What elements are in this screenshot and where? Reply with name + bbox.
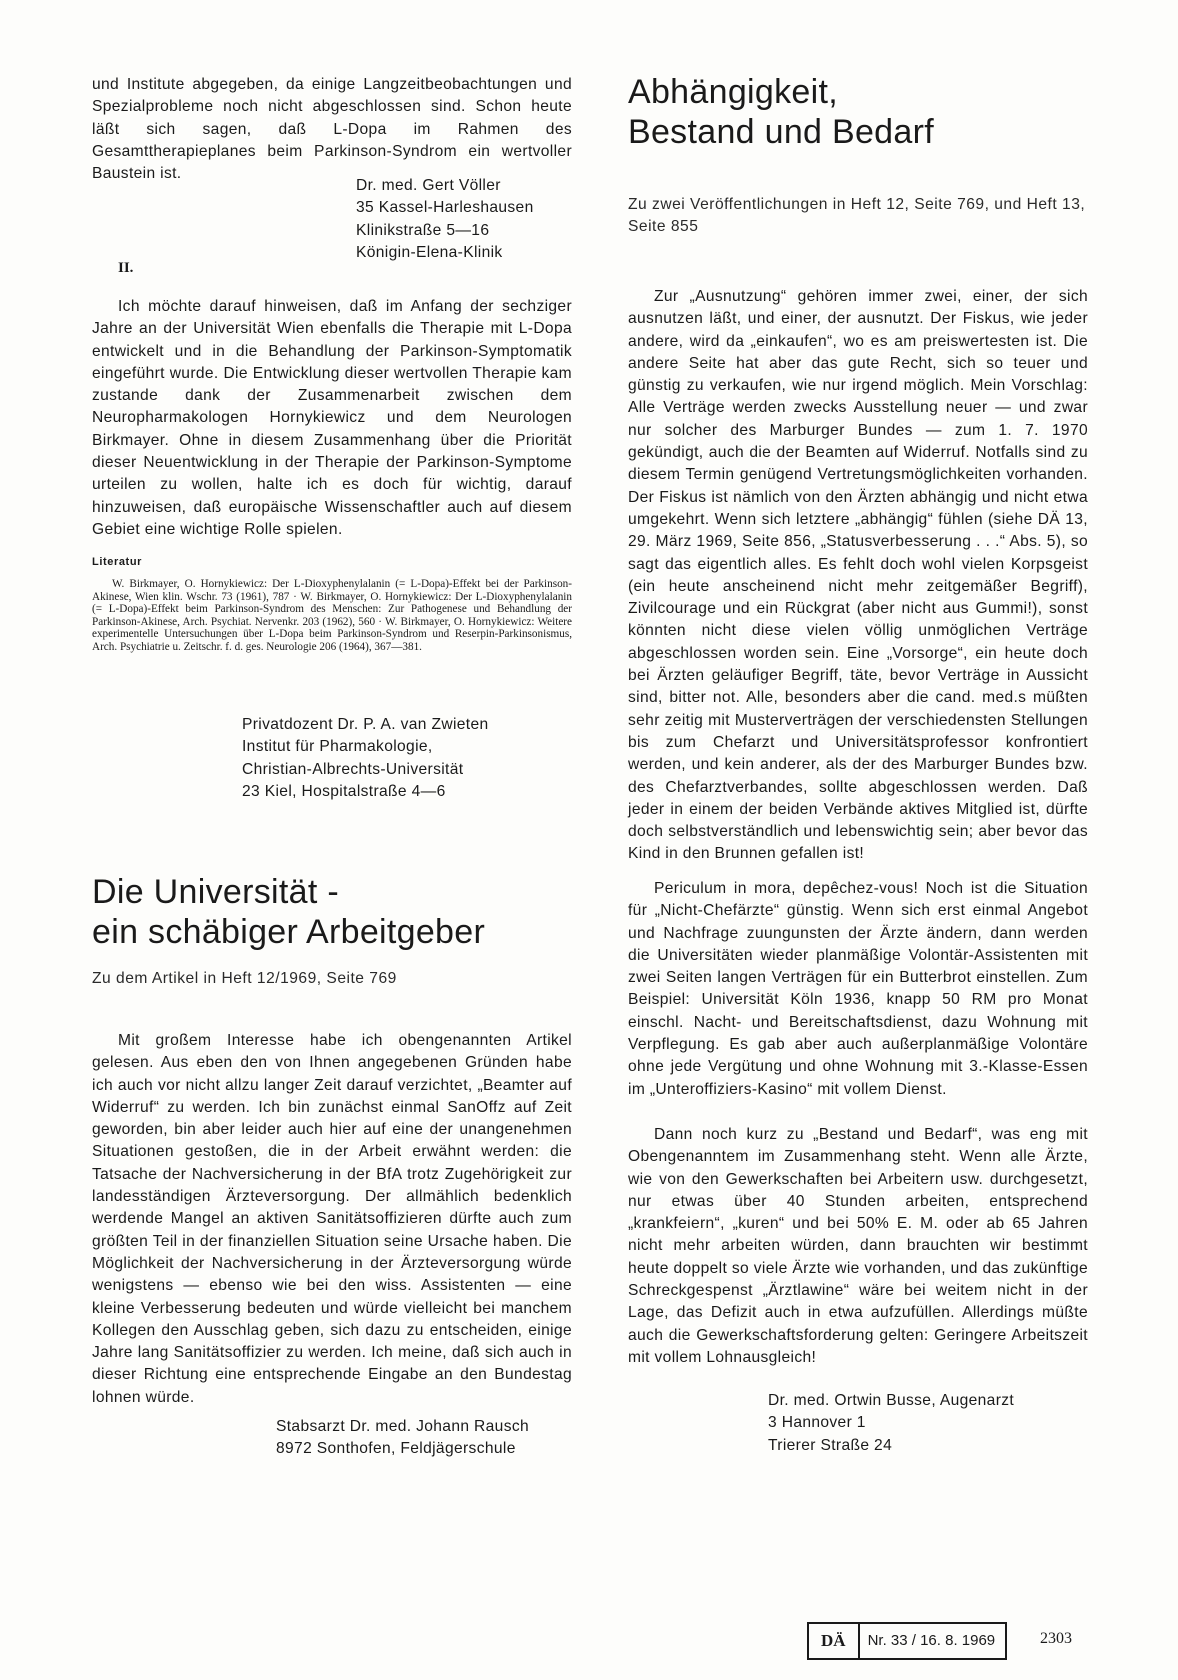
- issue-info: Nr. 33 / 16. 8. 1969: [860, 1624, 1008, 1658]
- section-mark: II.: [118, 260, 134, 276]
- signature-line: Stabsarzt Dr. med. Johann Rausch: [276, 1418, 530, 1435]
- article-title: [92, 872, 572, 952]
- signature-line: Privatdozent Dr. P. A. van Zwieten: [242, 716, 489, 733]
- article-abhaengigkeit: [628, 72, 1088, 238]
- letter-ii-text: Ich möchte darauf hinweisen, daß im Anfang der sechziger Jahre an der Universität Wien ebenfalls die Therapie mit L-Dopa entwickelt und in die Behandlung der Parkinson-Symptomatik eingeführt wurde. Die Entwicklung dieser wertvollen Therapie kam zustande dank der Zusammenarbeit zwischen dem Neuropharmakologen Hornykiewicz und dem Neurologen Birkmayer. Ohne in diesem Zusammenhang über die Priorität dieser Neuentwicklung in der Therapie der Parkinson-Symptome urteilen zu wollen, halte ich es doch für wichtig, darauf hinzuweisen, daß europäische Wissenschaftler auch auf diesem Gebiet eine wichtige Rolle spielen.: [92, 298, 572, 538]
- literature-block: [92, 556, 572, 654]
- signature-line: Dr. med. Gert Völler: [356, 177, 501, 194]
- article-title: [628, 72, 1088, 152]
- literature-heading: Literatur: [92, 556, 143, 568]
- signature-busse: [768, 1390, 1014, 1457]
- title-line: Abhängigkeit,: [628, 73, 838, 111]
- article-universitaet: [92, 872, 572, 1409]
- title-line: Die Universität -: [92, 873, 339, 911]
- signature-voeller: [356, 175, 534, 264]
- signature-line: 23 Kiel, Hospitalstraße 4—6: [242, 782, 446, 800]
- literature-text: W. Birkmayer, O. Hornykiewicz: Der L-Dioxyphenylalanin (= L-Dopa)-Effekt bei der Parkinson-Akinese, Wien klin. Wschr. 73 (1961), 787 · W. Birkmayer, O. Hornykiewicz: Der L-Dioxyphenylalanin (= L-Dopa)-Effekt beim Parkinson-Syndrom des Menschen: Zur Pathogenese und Behandlung der Parkinson-Akinese, Arch. Psychiat. Nervenkr. 203 (1962), 560 · W. Birkmayer, O. Hornykiewicz: Weitere experimentelle Untersuchungen über L-Dopa beim Parkinson-Syndrom und Reserpin-Parkinsonismus, Arch. Psychiatrie u. Zeitschr. f. d. ges. Neurologie 206 (1964), 367—381.: [92, 578, 572, 653]
- article-abhaengigkeit-body: [628, 286, 1088, 866]
- signature-line: Klinikstraße 5—16: [356, 221, 490, 239]
- article-abhaengigkeit-body-3: [628, 1124, 1088, 1369]
- page-number: 2303: [1040, 1630, 1072, 1647]
- paragraph-1: Zur „Ausnutzung“ gehören immer zwei, einer, der sich ausnutzen läßt, und einer, der ausnutzt. Der Fiskus, wie jeder andere, wird da „einkaufen“, wo es am preiswertesten ist. Die andere Seite hat aber das gute Recht, sich so teuer und günstig zu verkaufen, wie nur irgend möglich. Mein Vorschlag: Alle Verträge werden zwecks Ausstellung neuer — und zwar nur solcher des Marburger Bundes — zum 1. 7. 1970 gekündigt, auch die der Beamten auf Widerruf. Notfalls sind zu diesem Termin genügend Vertretungsmöglichkeiten vorhanden. Der Fiskus ist nämlich von den Ärzten abhängig und nicht etwa umgekehrt. Wenn sich letztere „abhängig“ fühlen (siehe DÄ 13, 29. März 1969, Seite 856, „Statusverbesserung . . .“ Abs. 5), so sagt das eigentlich alles. Es fehlt doch wohl vielen Korpsgeist (ein heute anscheinend nicht mehr zeitgemäßer Begriff), Zivilcourage und ein Rückgrat (aber nicht aus Gummi!), sonst könnten nicht diese vielen völlig unmöglichen Verträge abgeschlossen worden sein. Eine „Vorsorge“, ein heute doch bei Ärzten geläufiger Begriff, täte, bevor Verträge in Aussicht sind, bitter not. Alle, besonders aber die cand. med.s müßten sehr zeitig mit Musterverträgen der verschiedensten Stellungen bis zum Chefarzt und Universitätsprofessor konfrontiert werden, und kein anderer, als der des Marburger Bundes bzw. des Chefarztverbandes, sollte abgeschlossen werden. Daß jeder in einem der beiden Verbände aktives Mitglied ist, dürfte doch selbstverständlich und lebenswichtig sein; aber bevor das Kind in den Brunnen gefallen ist!: [628, 288, 1088, 863]
- signature-line: Trierer Straße 24: [768, 1436, 893, 1454]
- paragraph-3: Dann noch kurz zu „Bestand und Bedarf“, was eng mit Obengenanntem im Zusammenhang steht. Wenn alle Ärzte, wie von den Gewerkschaften bei Arbeitern usw. durchgesetzt, nur etwas über 40 Stunden arbeiten, entsprechend „krankfeiern“, „kuren“ und bei 50% E. M. oder ab 65 Jahren nicht mehr arbeiten würden, dann brauchten wir bestimmt heute doppelt so viele Ärzte wie vorhanden, und das zukünftige Schreckgespenst „Ärztlawine“ wäre bei weitem nicht in der Lage, das Defizit auch in etwa aufzufüllen. Allerdings müßte auch die Gewerkschaftsforderung gelten: Geringere Arbeitszeit mit vollem Lohnausgleich!: [628, 1126, 1088, 1366]
- signature-line: Institut für Pharmakologie,: [242, 738, 433, 756]
- continuation-text: und Institute abgegeben, da einige Langzeitbeobachtungen und Spezialprobleme noch nicht abgeschlossen sind. Schon heute läßt sich sagen, daß L-Dopa im Rahmen des Gesamttherapieplanes beim Parkinson-Syndrom ein wertvoller Baustein ist.: [92, 76, 572, 183]
- signature-line: Christian-Albrechts-Universität: [242, 760, 464, 778]
- title-line: Bestand und Bedarf: [628, 113, 934, 151]
- title-line: ein schäbiger Arbeitgeber: [92, 913, 486, 951]
- signature-van-zwieten: [242, 714, 489, 803]
- article-body: Mit großem Interesse habe ich obengenannten Artikel gelesen. Aus eben den von Ihnen angegebenen Gründen habe ich auch vor nicht allzu langer Zeit darauf verzichtet, „Beamter auf Widerruf“ zu werden. Ich bin zunächst einmal SanOffz auf Zeit geworden, bin aber leider auch hier auf eine der unangenehmen Situationen gestoßen, die in der Arbeit erwähnt werden: die Tatsache der Nachversicherung in der BfA trotz Zugehörigkeit zur landesständigen Ärzteversorgung. Der allmählich bedenklich werdende Mangel an aktiven Sanitätsoffizieren dürfte auch zum größten Teil in der finanziellen Situation seine Ursache haben. Die Möglichkeit der Nachversicherung in der Ärzteversorgung würde wenigstens — ebenso wie bei den wiss. Assistenten — eine kleine Verbesserung bedeuten und würde vielleicht bei manchem Kollegen den Ausschlag geben, sich dazu zu entscheiden, einige Jahre lang Sanitätsoffizier zu werden. Ich meine, daß sich auch in dieser Richtung eine entsprechende Eingabe an den Bundestag lohnen würde.: [92, 1032, 572, 1406]
- letter-continuation: [92, 74, 572, 185]
- signature-line: Dr. med. Ortwin Busse, Augenarzt: [768, 1392, 1015, 1409]
- letter-ii-body: [92, 296, 572, 541]
- journal-footer: [807, 1622, 1007, 1660]
- signature-line: 8972 Sonthofen, Feldjägerschule: [276, 1440, 516, 1458]
- signature-line: 3 Hannover 1: [768, 1414, 866, 1432]
- signature-rausch: [276, 1416, 529, 1461]
- paragraph-2: Periculum in mora, depêchez-vous! Noch ist die Situation für „Nicht-Chefärzte“ günstig. Wenn sich erst einmal Angebot und Nachfrage zuungunsten der Ärzte ändern, dann werden die Universitäten wieder planmäßige Volontär-Assistenten mit zwei Seiten langen Verträgen für ein Butterbrot einstellen. Zum Beispiel: Universität Köln 1936, knapp 50 RM pro Monat einschl. Nacht- und Bereitschaftsdienst, dazu Wohnung mit Verpflegung. Es gab aber auch außerplanmäßige Volontäre ohne jede Vergütung und ohne Wohnung mit 3.-Klasse-Essen im „Unteroffiziers-Kasino“ mit vollem Dienst.: [628, 880, 1088, 1098]
- journal-abbrev: DÄ: [809, 1624, 860, 1658]
- article-reference: Zu dem Artikel in Heft 12/1969, Seite 769: [92, 970, 397, 987]
- article-reference: Zu zwei Veröffentlichungen in Heft 12, Seite 769, und Heft 13, Seite 855: [628, 196, 1086, 235]
- signature-line: 35 Kassel-Harleshausen: [356, 199, 534, 217]
- signature-line: Königin-Elena-Klinik: [356, 243, 503, 261]
- article-abhaengigkeit-body-2: [628, 878, 1088, 1101]
